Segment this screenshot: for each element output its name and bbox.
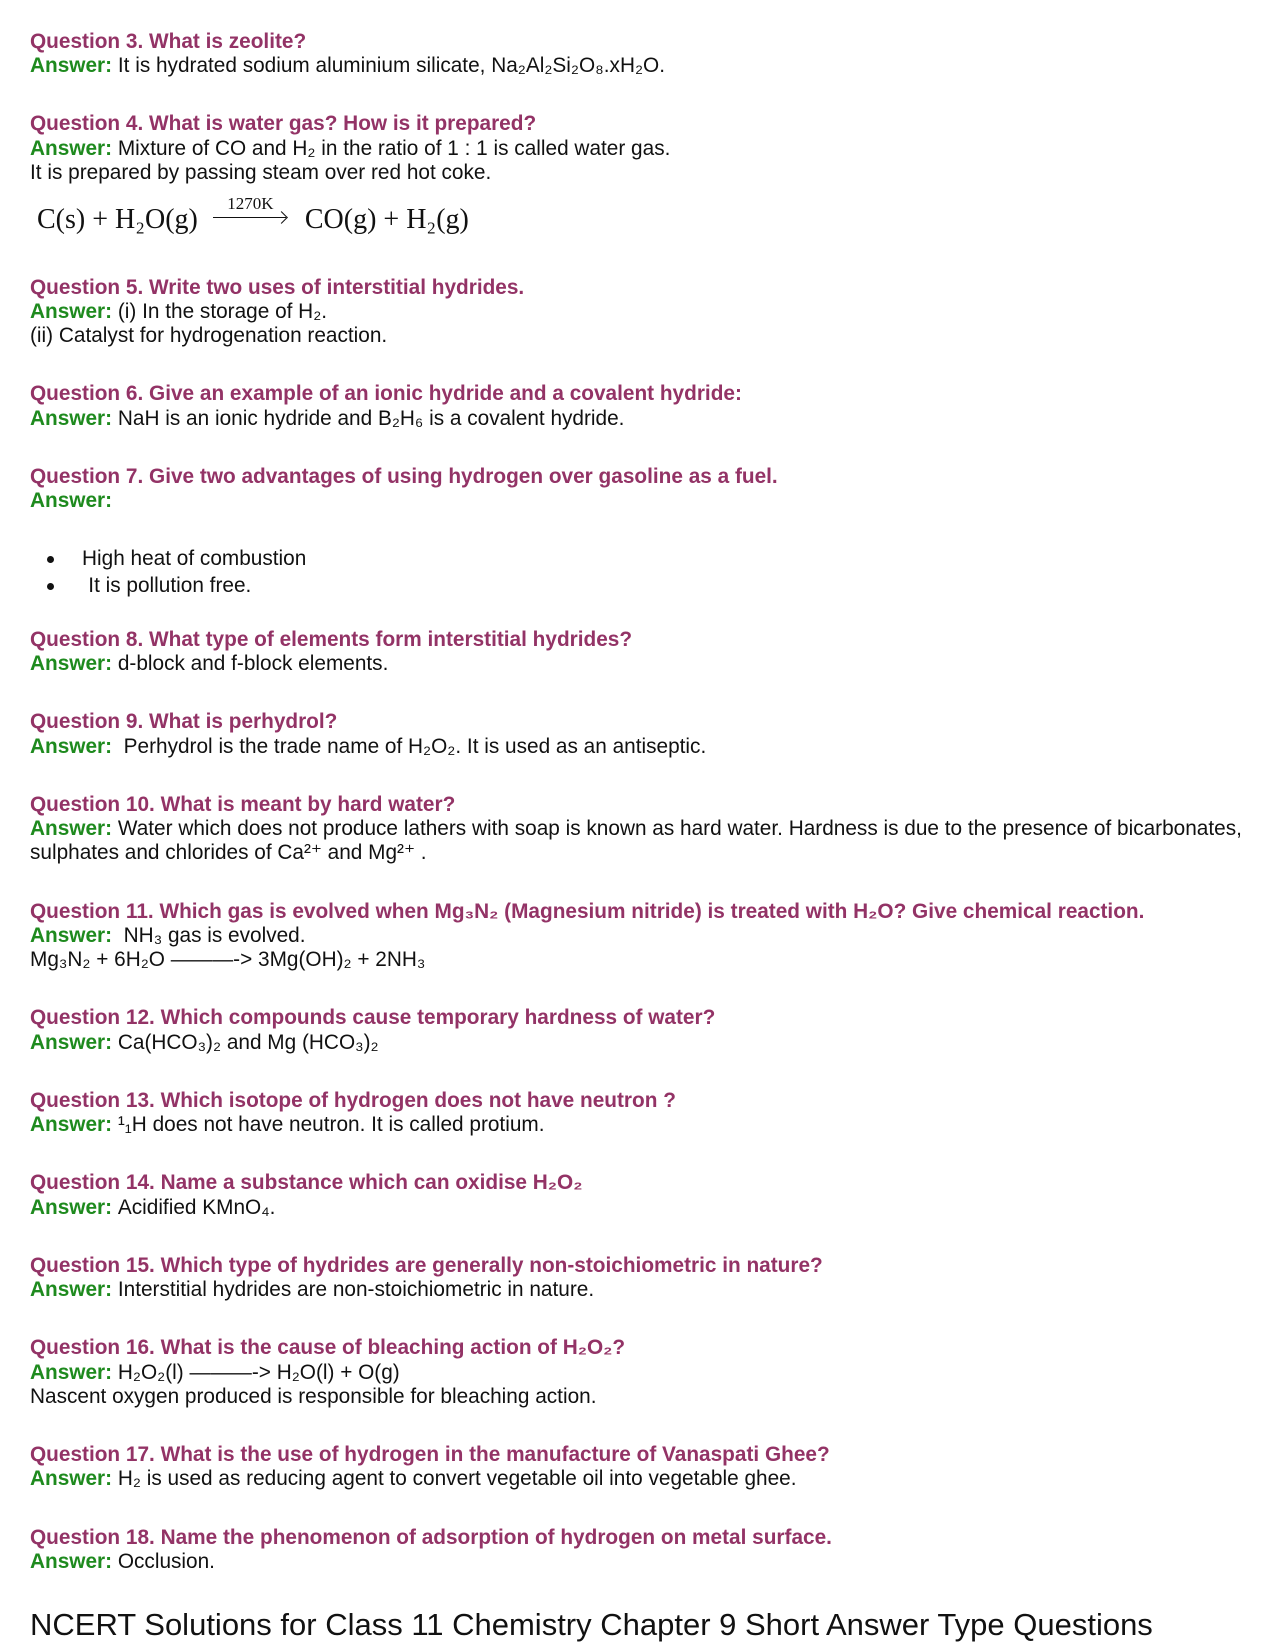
answer-text-q6: NaH is an ionic hydride and B₂H₆ is a covalent hydride.	[117, 406, 625, 430]
answer-label-q3: Answer:	[30, 54, 113, 78]
qa-block-q6	[30, 382, 1265, 431]
answer-label-q13: Answer:	[30, 1113, 113, 1137]
answer-label-q7: Answer:	[30, 489, 113, 513]
question-q12: Question 12. Which compounds cause temporary hardness of water?	[30, 1006, 716, 1030]
qa-block-q14	[30, 1171, 1265, 1220]
question-q9: Question 9. What is perhydrol?	[30, 710, 338, 734]
answer-line-q5-2: (ii) Catalyst for hydrogenation reaction.	[30, 324, 388, 348]
question-q8: Question 8. What type of elements form interstitial hydrides?	[30, 627, 633, 651]
answer-row-q16	[30, 1361, 1265, 1385]
bullet-text: High heat of combustion	[82, 547, 307, 571]
answer-text-q9: Perhydrol is the trade name of H₂O₂. It is used as an antiseptic.	[123, 734, 707, 758]
answer-label-q10: Answer:	[30, 817, 113, 841]
bullet-icon	[47, 583, 54, 590]
question-q16: Question 16. What is the cause of bleaching action of H₂O₂?	[30, 1336, 626, 1360]
answer-text-q3: It is hydrated sodium aluminium silicate, Na₂Al₂Si₂O₈.xH₂O.	[117, 54, 666, 78]
answer-text-q10: Water which does not produce lathers with soap is known as hard water. Hardness is due to the presence of bicarbonates, sulphates and chlorides of Ca²⁺ and Mg²⁺ .	[30, 817, 1242, 865]
qa-block-q11	[30, 900, 1265, 973]
question-q17: Question 17. What is the use of hydrogen in the manufacture of Vanaspati Ghee?	[30, 1443, 830, 1467]
answer-row-q14	[30, 1196, 1265, 1220]
answer-row-q8	[30, 652, 1265, 676]
qa-block-q18	[30, 1526, 1265, 1575]
answer-text-q12: Ca(HCO₃)₂ and Mg (HCO₃)₂	[117, 1030, 379, 1054]
answer-text-q11: NH₃ gas is evolved.	[123, 923, 306, 947]
answer-text-q5: (i) In the storage of H₂.	[117, 299, 328, 323]
qa-block-q3	[30, 30, 1265, 79]
question-q10: Question 10. What is meant by hard water?	[30, 792, 456, 816]
equation-products: CO(g) + H₂(g)	[304, 203, 469, 235]
qa-block-q8	[30, 628, 1265, 677]
answer-label-q9: Answer:	[30, 734, 113, 758]
question-q15: Question 15. Which type of hydrides are generally non-stoichiometric in nature?	[30, 1253, 823, 1277]
qa-block-q7	[30, 465, 1265, 599]
answer-label-q18: Answer:	[30, 1549, 113, 1573]
qa-block-q4	[30, 112, 1265, 241]
answer-label-q14: Answer:	[30, 1195, 113, 1219]
answer-row-q9	[30, 735, 1265, 759]
answer-row-q12	[30, 1031, 1265, 1055]
answer-row-q18	[30, 1550, 1265, 1574]
question-q18: Question 18. Name the phenomenon of adsorption of hydrogen on metal surface.	[30, 1525, 832, 1549]
question-q11: Question 11. Which gas is evolved when Mg₃N₂ (Magnesium nitride) is treated with H₂O? Give chemical reaction.	[30, 899, 1145, 923]
answer-label-q11: Answer:	[30, 923, 113, 947]
answer-text-q13: ¹₁H does not have neutron. It is called protium.	[117, 1113, 545, 1137]
question-q3: Question 3. What is zeolite?	[30, 30, 307, 53]
qa-block-q5	[30, 276, 1265, 349]
answer-text-q17: H₂ is used as reducing agent to convert vegetable oil into vegetable ghee.	[117, 1467, 797, 1491]
answer-label-q5: Answer:	[30, 299, 113, 323]
answer-row-q3	[30, 54, 1265, 78]
answer-line-q4-2: It is prepared by passing steam over red hot coke.	[30, 161, 492, 185]
answer-label-q4: Answer:	[30, 136, 113, 160]
qa-block-q9	[30, 710, 1265, 759]
question-q14: Question 14. Name a substance which can oxidise H₂O₂	[30, 1171, 583, 1195]
answer-row-q10	[30, 817, 1265, 866]
answer-row-q13	[30, 1113, 1265, 1137]
answer-row-q5	[30, 300, 1265, 324]
answer-row-q15	[30, 1278, 1265, 1302]
answer-text-q15: Interstitial hydrides are non-stoichiometric in nature.	[117, 1278, 595, 1302]
answer-line-q16-2: Nascent oxygen produced is responsible for bleaching action.	[30, 1384, 597, 1408]
answer-label-q16: Answer:	[30, 1360, 113, 1384]
question-q6: Question 6. Give an example of an ionic hydride and a covalent hydride:	[30, 382, 742, 406]
qa-block-q12	[30, 1006, 1265, 1055]
reaction-arrow	[213, 193, 288, 242]
qa-block-q13	[30, 1089, 1265, 1138]
answer-row-q17	[30, 1467, 1265, 1491]
question-q4: Question 4. What is water gas? How is it prepared?	[30, 112, 537, 136]
answer-row-q11	[30, 924, 1265, 948]
bullet-item	[30, 546, 1265, 573]
answer-text-q8: d-block and f-block elements.	[117, 652, 389, 676]
question-q5: Question 5. Write two uses of interstitial hydrides.	[30, 275, 525, 299]
answer-label-q15: Answer:	[30, 1278, 113, 1302]
answer-label-q8: Answer:	[30, 652, 113, 676]
bullet-item	[30, 573, 1265, 600]
qa-block-q17	[30, 1443, 1265, 1492]
qa-block-q15	[30, 1254, 1265, 1303]
reaction-condition: 1270K	[227, 193, 274, 213]
bullet-text: It is pollution free.	[88, 573, 252, 597]
answer-text-q18: Occlusion.	[117, 1549, 215, 1573]
answer-text-q16: H₂O₂(l) ———-> H₂O(l) + O(g)	[117, 1360, 400, 1384]
answer-label-q17: Answer:	[30, 1467, 113, 1491]
answer-text-q4: Mixture of CO and H₂ in the ratio of 1 : 1 is called water gas.	[117, 136, 671, 160]
answer-row-q7	[30, 489, 1265, 513]
question-q7: Question 7. Give two advantages of using hydrogen over gasoline as a fuel.	[30, 464, 778, 488]
reaction-line-q11: Mg₃N₂ + 6H₂O ———-> 3Mg(OH)₂ + 2NH₃	[30, 948, 426, 972]
bullet-icon	[47, 556, 54, 563]
equation-water-gas	[37, 193, 1265, 242]
question-q13: Question 13. Which isotope of hydrogen does not have neutron ?	[30, 1088, 676, 1112]
answer-label-q6: Answer:	[30, 406, 113, 430]
arrow-head-icon	[276, 211, 289, 224]
answer-label-q12: Answer:	[30, 1030, 113, 1054]
answer-row-q4	[30, 137, 1265, 161]
answer-bullet-list-q7	[30, 546, 1265, 599]
qa-block-q16	[30, 1336, 1265, 1409]
equation-reactants: C(s) + H₂O(g)	[37, 203, 198, 235]
qa-block-q10	[30, 793, 1265, 866]
answer-text-q14: Acidified KMnO₄.	[117, 1195, 276, 1219]
answer-row-q6	[30, 407, 1265, 431]
page-footer-title: NCERT Solutions for Class 11 Chemistry Chapter 9 Short Answer Type Questions	[30, 1607, 1153, 1642]
